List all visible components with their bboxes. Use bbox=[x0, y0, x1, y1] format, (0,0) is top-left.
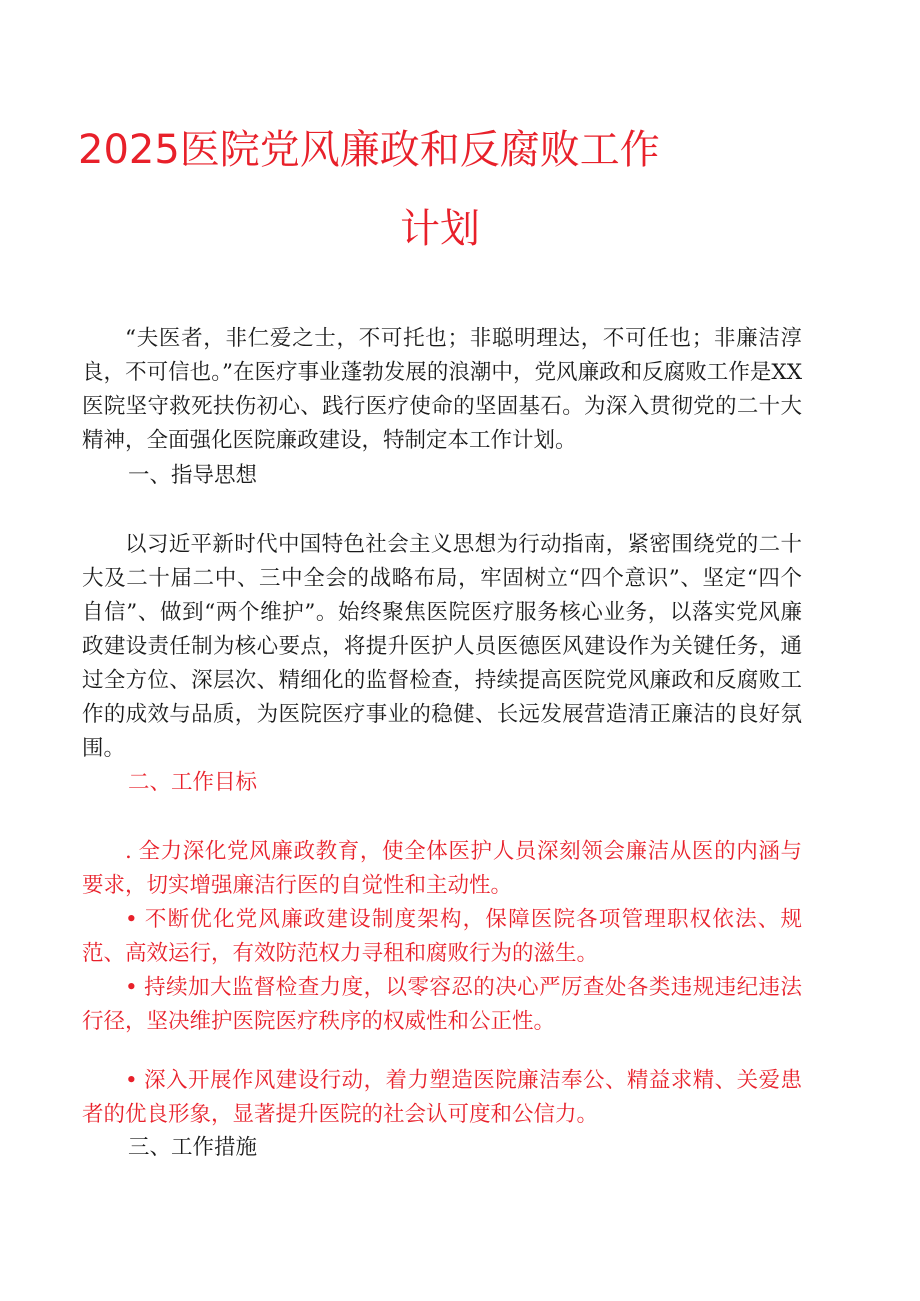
goal-item-1 bbox=[82, 835, 802, 903]
goal-item-4 bbox=[82, 1064, 802, 1132]
goal-item-2 bbox=[82, 903, 802, 971]
goal-text: 深入开展作风建设行动，着力塑造医院廉洁奉公、精益求精、关爱患者的优良形象，显著提升医院的社会认可度和公信力。 bbox=[82, 1068, 802, 1127]
goal-marker: • bbox=[125, 1068, 138, 1093]
section1-heading: 一、指导思想 bbox=[128, 463, 258, 488]
intro-paragraph: “夫医者，非仁爱之士，不可托也；非聪明理达，不可任也；非廉洁淳良，不可信也。”在医疗事业蓬勃发展的浪潮中，党风廉政和反腐败工作是XX医院坚守救死扶伤初心、践行医疗使命的坚固基石。为深入贯彻党的二十大精神，全面强化医院廉政建设，特制定本工作计划。 bbox=[82, 326, 802, 453]
goal-marker: • bbox=[125, 907, 138, 932]
section1-body: 以习近平新时代中国特色社会主义思想为行动指南，紧密围绕党的二十大及二十届二中、三中全会的战略布局，牢固树立“四个意识”、坚定“四个自信”、做到“两个维护”。始终聚焦医院医疗服务核心业务，以落实党风廉政建设责任制为核心要点，将提升医护人员医德医风建设作为关键任务，通过全方位、深层次、精细化的监督检查，持续提高医院党风廉政和反腐败工作的成效与品质，为医院医疗事业的稳健、长远发展营造清正廉洁的良好氛围。 bbox=[82, 532, 802, 761]
goal-item-3 bbox=[82, 971, 802, 1039]
goal-marker: . bbox=[125, 839, 132, 864]
section2-heading: 二、工作目标 bbox=[128, 770, 258, 795]
goal-text: 全力深化党风廉政教育，使全体医护人员深刻领会廉洁从医的内涵与要求，切实增强廉洁行医的自觉性和主动性。 bbox=[82, 839, 802, 898]
document-title-line2: 计划 bbox=[400, 206, 480, 252]
goal-text: 不断优化党风廉政建设制度架构，保障医院各项管理职权依法、规范、高效运行，有效防范权力寻租和腐败行为的滋生。 bbox=[82, 907, 802, 966]
section3-heading: 三、工作措施 bbox=[128, 1135, 258, 1160]
goal-text: 持续加大监督检查力度，以零容忍的决心严厉查处各类违规违纪违法行径，坚决维护医院医疗秩序的权威性和公正性。 bbox=[82, 975, 802, 1034]
goal-marker: • bbox=[125, 975, 138, 1000]
document-title-line1: 2025医院党风廉政和反腐败工作 bbox=[78, 127, 660, 173]
